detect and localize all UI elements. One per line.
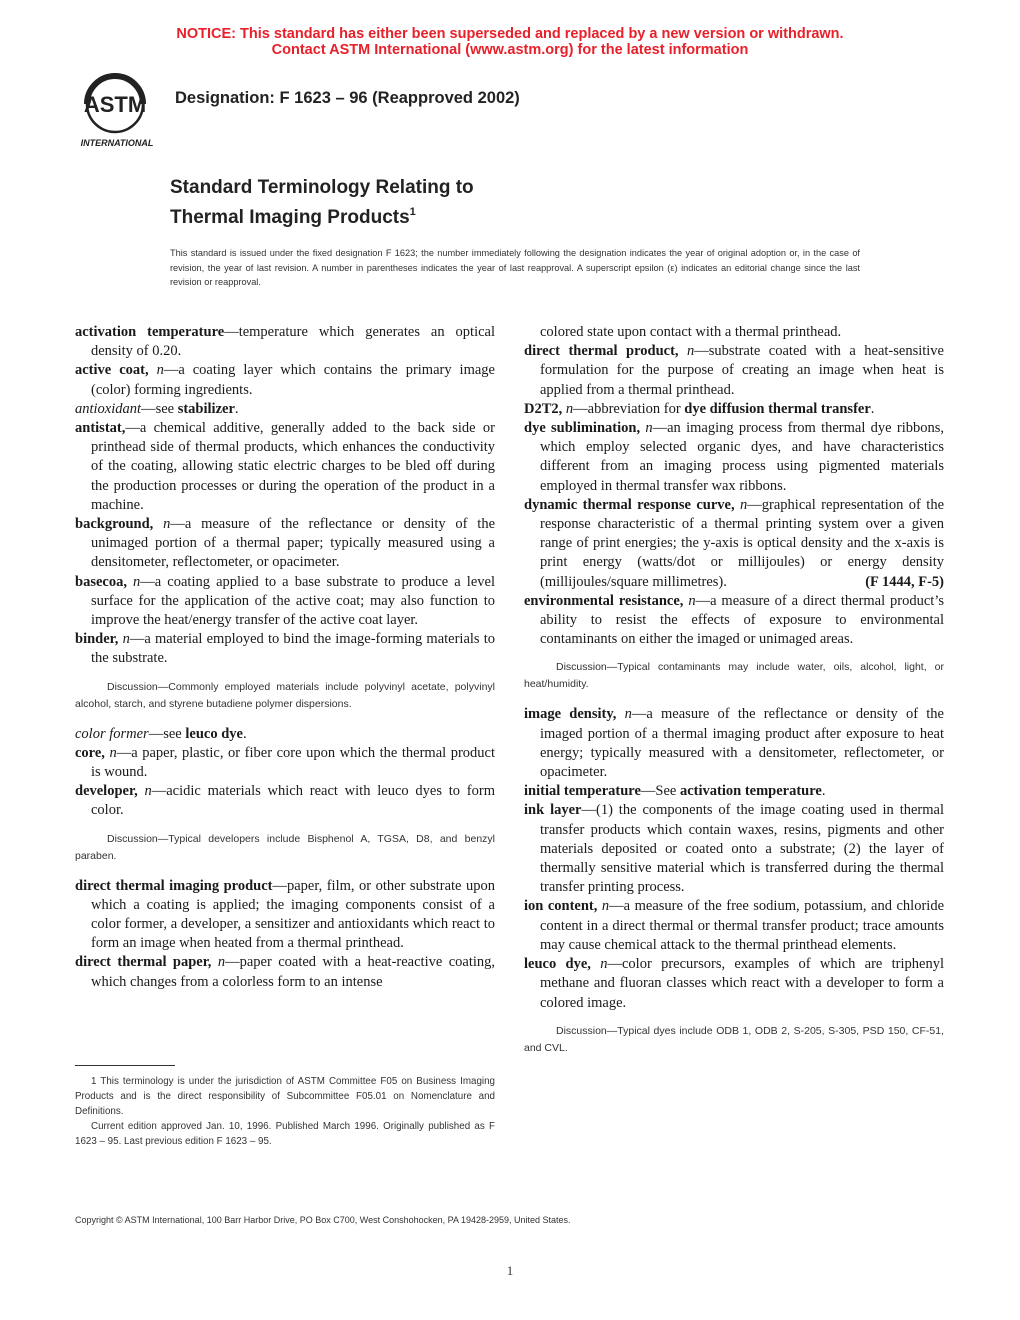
entry-environmental-resistance: environmental resistance, n—a measure of a direct thermal product’s ability to resist the effects of exposure to environmental contaminants on either the imaged or unimaged areas. <box>524 592 945 648</box>
entry-direct-thermal-imaging-product: direct thermal imaging product—paper, film, or other substrate upon which a coating is applied; the imaging components consist of a color former, a developer, a sensitizer and antioxidants which react to form an image when heated from a thermal printhead. <box>75 877 495 952</box>
entry-antistat: antistat,—a chemical additive, generally added to the back side or printhead side of thermal products, which enhances the conductivity of the coating, allowing static electric charges to be bled off during the production processes or during the operation of the product in a machine. <box>75 420 495 513</box>
footnote-divider <box>75 1065 175 1066</box>
entry-d2t2: D2T2, n—abbreviation for dye diffusion thermal transfer. <box>524 400 875 417</box>
entry-ion-content: ion content, n—a measure of the free sodium, potassium, and chloride content in a direct thermal or thermal transfer product; trace amounts may cause chemical attack to the thermal printhead elements. <box>524 898 945 953</box>
notice-banner <box>0 26 1020 58</box>
title-line-1: Standard Terminology Relating to <box>170 177 474 198</box>
logo-text: ASTM <box>83 92 147 117</box>
notice-line-2: Contact ASTM International (www.astm.org) for the latest information <box>271 42 749 58</box>
entry-basecoa: basecoa, n—a coating applied to a base substrate to produce a level surface for the application of the active coat; may also function to improve the heat/energy transfer of the active coat layer. <box>75 573 495 629</box>
document-title <box>170 175 474 230</box>
entry-color-former: color former—see leuco dye. <box>75 725 247 742</box>
copyright-line: Copyright © ASTM International, 100 Barr Harbor Drive, PO Box C700, West Conshohocken, PA 19428-2959, United States. <box>75 1215 571 1225</box>
entry-leuco-dye: leuco dye, n—color precursors, examples of which are triphenyl methane and fluoran classes which react with a developer to form a colored image. <box>524 956 945 1011</box>
footnote <box>75 1074 495 1149</box>
entry-active-coat: active coat, n—a coating layer which contains the primary image (color) forming ingredients. <box>75 362 495 398</box>
discussion-binder: Discussion—Commonly employed materials include polyvinyl acetate, polyvinyl alcohol, starch, and styrene butadiene polymer dispersions. <box>75 680 495 710</box>
entry-ink-layer: ink layer—(1) the components of the image coating used in thermal transfer products which contain waxes, resins, pigments and other materials deposited or coated onto a substrate; (2) the layer of thermally sensitive material which is transferred during the thermal transfer printing process. <box>524 802 944 896</box>
title-footnote-mark: 1 <box>409 206 416 218</box>
notice-line-1: NOTICE: This standard has either been superseded and replaced by a new version or withdrawn. <box>176 26 844 42</box>
footnote-paragraph-1: 1 This terminology is under the jurisdiction of ASTM Committee F05 on Business Imaging Products and is the direct responsibility of Subcommittee F05.01 on Nomenclature and Definitions. <box>75 1076 495 1117</box>
discussion-developer: Discussion—Typical developers include Bisphenol A, TGSA, D8, and benzyl paraben. <box>75 832 495 862</box>
entry-core: core, n—a paper, plastic, or fiber core upon which the thermal product is wound. <box>75 744 496 781</box>
entry-dye-sublimination: dye sublimination, n—an imaging process from thermal dye ribbons, which employ selected organic dyes, and have characteristics different from an imaging process using pigmented materials employed in thermal transfer wax ribbons. <box>524 420 944 494</box>
left-column <box>75 323 495 992</box>
title-line-2: Thermal Imaging Products <box>170 207 410 228</box>
entry-background: background, n—a measure of the reflectance or density of the unimaged portion of a thermal paper; typically measured using a densitometer, reflectometer, or opacimeter. <box>75 516 496 571</box>
entry-direct-thermal-paper-continued: colored state upon contact with a thermal printhead. <box>540 324 842 340</box>
entry-developer: developer, n—acidic materials which react with leuco dyes to form color. <box>75 783 495 819</box>
entry-image-density: image density, n—a measure of the reflectance or density of the imaged portion of a thermal imaging product after exposure to heat energy; typically measured with a densitometer, reflectometer, or opacimeter. <box>524 706 944 781</box>
logo-subtext: INTERNATIONAL <box>80 138 154 148</box>
entry-direct-thermal-paper: direct thermal paper, n—paper coated with a heat-reactive coating, which changes from a colorless form to an intense <box>75 954 495 990</box>
discussion-leuco-dye: Discussion—Typical dyes include ODB 1, ODB 2, S-205, S-305, PSD 150, CF-51, and CVL. <box>524 1024 944 1054</box>
astm-logo <box>72 70 162 150</box>
footnote-paragraph-2: Current edition approved Jan. 10, 1996. Published March 1996. Originally published as F 1623 – 95. Last previous edition F 1623 – 95. <box>75 1121 495 1147</box>
entry-direct-thermal-product: direct thermal product, n—substrate coated with a heat-sensitive formulation for the purpose of creating an image when heat is applied from a thermal printhead. <box>524 343 944 398</box>
reference-f1444: (F 1444, F-5) <box>865 573 944 590</box>
entry-activation-temperature: activation temperature—temperature which generates an optical density of 0.20. <box>75 324 495 360</box>
issued-note: This standard is issued under the fixed designation F 1623; the number immediately following the designation indicates the year of original adoption or, in the case of revision, the year of last revision. A number in parentheses indicates the year of last reapproval. A superscript epsilon (ε) indicates an editorial change since the last revision or reapproval. <box>170 248 860 287</box>
entry-dynamic-thermal-response-curve: dynamic thermal response curve, n—graphical representation of the response characteristic of a thermal printing system over a given range of print energies; the y-axis is optical density and the x-axis is print energy (watts/dot or millijoules) or energy density (millijoules/square millimetres). (F 1444, F-5) <box>524 496 944 592</box>
right-column <box>524 323 944 1069</box>
discussion-environmental-resistance: Discussion—Typical contaminants may include water, oils, alcohol, light, or heat/humidity. <box>524 661 944 691</box>
entry-antioxidant: antioxidant—see stabilizer. <box>75 400 239 417</box>
designation: Designation: F 1623 – 96 (Reapproved 2002) <box>175 89 520 107</box>
page-number: 1 <box>506 1263 514 1278</box>
entry-binder: binder, n—a material employed to bind the image-forming materials to the substrate. <box>75 631 496 667</box>
entry-initial-temperature: initial temperature—See activation temperature. <box>524 783 826 800</box>
